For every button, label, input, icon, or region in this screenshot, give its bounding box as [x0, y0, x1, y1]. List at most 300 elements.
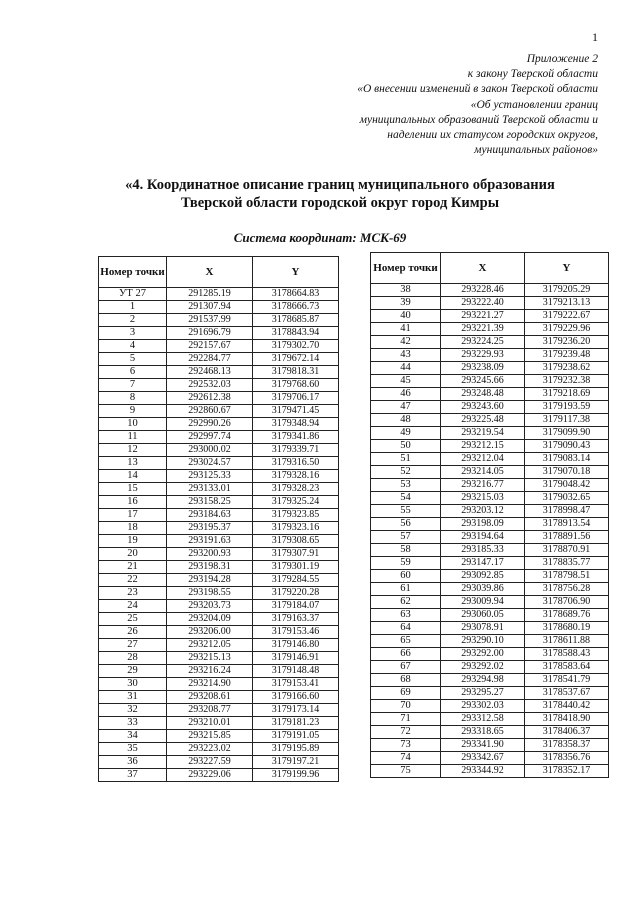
cell-y: 3178685.87 — [253, 314, 339, 327]
table-row — [99, 314, 339, 327]
cell-y: 3179328.16 — [253, 470, 339, 483]
cell-y: 3179083.14 — [525, 453, 609, 466]
cell-x: 293195.37 — [167, 522, 253, 535]
table-row — [99, 496, 339, 509]
cell-point-number: 49 — [371, 427, 441, 440]
cell-point-number: 74 — [371, 752, 441, 765]
cell-y: 3179325.24 — [253, 496, 339, 509]
cell-x: 293342.67 — [441, 752, 525, 765]
header-x: X — [167, 257, 253, 288]
cell-x: 293215.13 — [167, 652, 253, 665]
cell-x: 293203.12 — [441, 505, 525, 518]
cell-y: 3179146.91 — [253, 652, 339, 665]
cell-y: 3179173.14 — [253, 704, 339, 717]
table-row — [99, 548, 339, 561]
table-row — [371, 700, 609, 713]
cell-point-number: 16 — [99, 496, 167, 509]
cell-x: 293039.86 — [441, 583, 525, 596]
table-row — [371, 492, 609, 505]
cell-point-number: 64 — [371, 622, 441, 635]
table-row — [99, 457, 339, 470]
cell-point-number: 55 — [371, 505, 441, 518]
cell-y: 3179153.46 — [253, 626, 339, 639]
table-row — [99, 678, 339, 691]
table-row — [371, 375, 609, 388]
table-row — [99, 561, 339, 574]
cell-x: 292157.67 — [167, 340, 253, 353]
cell-x: 293194.28 — [167, 574, 253, 587]
cell-y: 3179191.05 — [253, 730, 339, 743]
cell-point-number: 23 — [99, 587, 167, 600]
cell-y: 3179348.94 — [253, 418, 339, 431]
cell-y: 3179341.86 — [253, 431, 339, 444]
cell-y: 3178352.17 — [525, 765, 609, 778]
appendix-line: наделении их статусом городских округов, — [387, 129, 598, 142]
cell-point-number: 75 — [371, 765, 441, 778]
table-row — [99, 522, 339, 535]
cell-x: 293295.27 — [441, 687, 525, 700]
cell-x: 293216.24 — [167, 665, 253, 678]
cell-y: 3178756.28 — [525, 583, 609, 596]
cell-x: 291307.94 — [167, 301, 253, 314]
cell-x: 293243.60 — [441, 401, 525, 414]
table-row — [99, 704, 339, 717]
table-row — [99, 366, 339, 379]
cell-y: 3179323.85 — [253, 509, 339, 522]
cell-point-number: 27 — [99, 639, 167, 652]
cell-point-number: 67 — [371, 661, 441, 674]
cell-x: 293302.03 — [441, 700, 525, 713]
cell-point-number: 68 — [371, 674, 441, 687]
table-row — [371, 284, 609, 297]
cell-y: 3179307.91 — [253, 548, 339, 561]
cell-y: 3179328.23 — [253, 483, 339, 496]
cell-y: 3178891.56 — [525, 531, 609, 544]
cell-x: 293208.61 — [167, 691, 253, 704]
table-row — [99, 730, 339, 743]
table-row — [99, 665, 339, 678]
cell-y: 3179316.50 — [253, 457, 339, 470]
cell-point-number: 70 — [371, 700, 441, 713]
cell-x: 293206.00 — [167, 626, 253, 639]
coordinates-table-right — [370, 252, 609, 778]
cell-point-number: 8 — [99, 392, 167, 405]
cell-point-number: 71 — [371, 713, 441, 726]
cell-point-number: 38 — [371, 284, 441, 297]
table-row — [99, 756, 339, 769]
cell-point-number: УТ 27 — [99, 288, 167, 301]
cell-y: 3178689.76 — [525, 609, 609, 622]
cell-y: 3179229.96 — [525, 323, 609, 336]
cell-x: 292284.77 — [167, 353, 253, 366]
cell-point-number: 39 — [371, 297, 441, 310]
cell-x: 293210.01 — [167, 717, 253, 730]
table-header-row — [371, 253, 609, 284]
table-row — [371, 479, 609, 492]
cell-x: 293125.33 — [167, 470, 253, 483]
cell-y: 3179153.41 — [253, 678, 339, 691]
cell-x: 293214.05 — [441, 466, 525, 479]
table-row — [371, 739, 609, 752]
table-row — [371, 752, 609, 765]
cell-point-number: 65 — [371, 635, 441, 648]
cell-y: 3179218.69 — [525, 388, 609, 401]
cell-point-number: 33 — [99, 717, 167, 730]
table-row — [371, 726, 609, 739]
cell-point-number: 73 — [371, 739, 441, 752]
cell-x: 292468.13 — [167, 366, 253, 379]
appendix-line: «О внесении изменений в закон Тверской области — [357, 83, 598, 96]
cell-x: 292612.38 — [167, 392, 253, 405]
cell-point-number: 42 — [371, 336, 441, 349]
cell-x: 293200.93 — [167, 548, 253, 561]
cell-y: 3179070.18 — [525, 466, 609, 479]
cell-point-number: 7 — [99, 379, 167, 392]
cell-y: 3179238.62 — [525, 362, 609, 375]
cell-point-number: 24 — [99, 600, 167, 613]
document-title — [80, 176, 600, 212]
cell-y: 3179213.13 — [525, 297, 609, 310]
cell-x: 293204.09 — [167, 613, 253, 626]
cell-x: 292860.67 — [167, 405, 253, 418]
coordinate-system-label: Система координат: МСК-69 — [233, 230, 407, 245]
cell-point-number: 60 — [371, 570, 441, 583]
table-row — [99, 769, 339, 782]
cell-x: 293198.31 — [167, 561, 253, 574]
cell-point-number: 4 — [99, 340, 167, 353]
table-row — [371, 427, 609, 440]
cell-point-number: 48 — [371, 414, 441, 427]
cell-y: 3179471.45 — [253, 405, 339, 418]
cell-point-number: 61 — [371, 583, 441, 596]
cell-y: 3179197.21 — [253, 756, 339, 769]
cell-y: 3179205.29 — [525, 284, 609, 297]
cell-x: 291696.79 — [167, 327, 253, 340]
cell-y: 3179222.67 — [525, 310, 609, 323]
cell-y: 3178913.54 — [525, 518, 609, 531]
page-number: 1 — [592, 30, 598, 44]
table-row — [371, 388, 609, 401]
cell-x: 293000.02 — [167, 444, 253, 457]
appendix-line: муниципальных образований Тверской области и — [359, 113, 598, 126]
cell-y: 3178583.64 — [525, 661, 609, 674]
cell-y: 3178418.90 — [525, 713, 609, 726]
table-row — [99, 587, 339, 600]
cell-x: 293212.05 — [167, 639, 253, 652]
cell-y: 3179768.60 — [253, 379, 339, 392]
cell-y: 3179032.65 — [525, 492, 609, 505]
cell-point-number: 2 — [99, 314, 167, 327]
table-row — [371, 518, 609, 531]
cell-y: 3179818.31 — [253, 366, 339, 379]
cell-x: 293221.27 — [441, 310, 525, 323]
cell-point-number: 6 — [99, 366, 167, 379]
cell-point-number: 5 — [99, 353, 167, 366]
header-y: Y — [525, 253, 609, 284]
cell-y: 3178843.94 — [253, 327, 339, 340]
cell-x: 293203.73 — [167, 600, 253, 613]
table-row — [371, 362, 609, 375]
cell-x: 293158.25 — [167, 496, 253, 509]
table-row — [371, 349, 609, 362]
table-row — [371, 596, 609, 609]
cell-x: 293344.92 — [441, 765, 525, 778]
table-row — [371, 323, 609, 336]
cell-y: 3179181.23 — [253, 717, 339, 730]
cell-x: 293147.17 — [441, 557, 525, 570]
table-row — [99, 535, 339, 548]
cell-y: 3179184.07 — [253, 600, 339, 613]
cell-y: 3179706.17 — [253, 392, 339, 405]
cell-point-number: 44 — [371, 362, 441, 375]
cell-point-number: 46 — [371, 388, 441, 401]
cell-point-number: 62 — [371, 596, 441, 609]
cell-y: 3178541.79 — [525, 674, 609, 687]
cell-x: 291285.19 — [167, 288, 253, 301]
header-x: X — [441, 253, 525, 284]
cell-x: 293238.09 — [441, 362, 525, 375]
cell-y: 3179232.38 — [525, 375, 609, 388]
table-row — [371, 414, 609, 427]
table-row — [99, 509, 339, 522]
table-row — [99, 353, 339, 366]
table-row — [99, 431, 339, 444]
cell-y: 3178664.83 — [253, 288, 339, 301]
cell-point-number: 9 — [99, 405, 167, 418]
table-row — [99, 340, 339, 353]
cell-point-number: 19 — [99, 535, 167, 548]
header-point-number: Номер точки — [371, 253, 441, 284]
table-row — [99, 743, 339, 756]
cell-y: 3179163.37 — [253, 613, 339, 626]
cell-point-number: 12 — [99, 444, 167, 457]
cell-point-number: 66 — [371, 648, 441, 661]
table-row — [371, 557, 609, 570]
cell-y: 3178440.42 — [525, 700, 609, 713]
cell-x: 293341.90 — [441, 739, 525, 752]
table-row — [371, 310, 609, 323]
cell-point-number: 28 — [99, 652, 167, 665]
cell-point-number: 15 — [99, 483, 167, 496]
cell-y: 3179148.48 — [253, 665, 339, 678]
table-row — [99, 379, 339, 392]
cell-y: 3178666.73 — [253, 301, 339, 314]
table-row — [99, 626, 339, 639]
table-row — [99, 717, 339, 730]
cell-point-number: 14 — [99, 470, 167, 483]
cell-point-number: 54 — [371, 492, 441, 505]
cell-x: 293312.58 — [441, 713, 525, 726]
cell-point-number: 22 — [99, 574, 167, 587]
cell-x: 293024.57 — [167, 457, 253, 470]
cell-x: 293185.33 — [441, 544, 525, 557]
cell-x: 293221.39 — [441, 323, 525, 336]
table-row — [99, 444, 339, 457]
cell-x: 293245.66 — [441, 375, 525, 388]
cell-point-number: 35 — [99, 743, 167, 756]
cell-y: 3179099.90 — [525, 427, 609, 440]
table-row — [99, 652, 339, 665]
cell-x: 293222.40 — [441, 297, 525, 310]
table-row — [99, 600, 339, 613]
cell-point-number: 29 — [99, 665, 167, 678]
cell-point-number: 43 — [371, 349, 441, 362]
cell-point-number: 32 — [99, 704, 167, 717]
cell-x: 293208.77 — [167, 704, 253, 717]
cell-point-number: 56 — [371, 518, 441, 531]
cell-point-number: 21 — [99, 561, 167, 574]
table-row — [371, 713, 609, 726]
cell-point-number: 11 — [99, 431, 167, 444]
cell-x: 293191.63 — [167, 535, 253, 548]
table-row — [371, 453, 609, 466]
cell-point-number: 20 — [99, 548, 167, 561]
cell-x: 293229.06 — [167, 769, 253, 782]
table-row — [371, 583, 609, 596]
table-row — [371, 531, 609, 544]
cell-x: 291537.99 — [167, 314, 253, 327]
table-row — [99, 392, 339, 405]
cell-y: 3179236.20 — [525, 336, 609, 349]
cell-y: 3179146.80 — [253, 639, 339, 652]
cell-y: 3179193.59 — [525, 401, 609, 414]
cell-point-number: 52 — [371, 466, 441, 479]
cell-y: 3179117.38 — [525, 414, 609, 427]
cell-point-number: 30 — [99, 678, 167, 691]
cell-y: 3178870.91 — [525, 544, 609, 557]
cell-point-number: 63 — [371, 609, 441, 622]
cell-x: 293198.55 — [167, 587, 253, 600]
cell-x: 293216.77 — [441, 479, 525, 492]
cell-point-number: 34 — [99, 730, 167, 743]
cell-x: 293198.09 — [441, 518, 525, 531]
table-row — [99, 470, 339, 483]
cell-point-number: 3 — [99, 327, 167, 340]
cell-x: 293292.02 — [441, 661, 525, 674]
table-row — [371, 401, 609, 414]
cell-y: 3179672.14 — [253, 353, 339, 366]
cell-x: 293215.03 — [441, 492, 525, 505]
cell-y: 3178358.37 — [525, 739, 609, 752]
table-row — [371, 466, 609, 479]
cell-point-number: 25 — [99, 613, 167, 626]
cell-x: 293225.48 — [441, 414, 525, 427]
table-row — [99, 613, 339, 626]
header-point-number: Номер точки — [99, 257, 167, 288]
cell-y: 3178680.19 — [525, 622, 609, 635]
cell-x: 292997.74 — [167, 431, 253, 444]
cell-point-number: 41 — [371, 323, 441, 336]
cell-y: 3178998.47 — [525, 505, 609, 518]
cell-y: 3178588.43 — [525, 648, 609, 661]
title-line-1: «4. Координатное описание границ муниципального образования — [125, 177, 555, 193]
cell-point-number: 47 — [371, 401, 441, 414]
table-row — [371, 505, 609, 518]
cell-x: 293060.05 — [441, 609, 525, 622]
cell-point-number: 13 — [99, 457, 167, 470]
cell-point-number: 57 — [371, 531, 441, 544]
table-row — [371, 440, 609, 453]
cell-x: 293214.90 — [167, 678, 253, 691]
appendix-line: к закону Тверской области — [467, 68, 598, 81]
cell-x: 292990.26 — [167, 418, 253, 431]
cell-x: 293212.04 — [441, 453, 525, 466]
cell-y: 3178835.77 — [525, 557, 609, 570]
cell-x: 293294.98 — [441, 674, 525, 687]
cell-x: 293212.15 — [441, 440, 525, 453]
cell-y: 3179090.43 — [525, 440, 609, 453]
cell-point-number: 17 — [99, 509, 167, 522]
table-row — [99, 483, 339, 496]
cell-point-number: 31 — [99, 691, 167, 704]
appendix-line: Приложение 2 — [526, 53, 598, 65]
cell-x: 293194.64 — [441, 531, 525, 544]
coordinates-table-left — [98, 256, 339, 782]
header-y: Y — [253, 257, 339, 288]
cell-y: 3178356.76 — [525, 752, 609, 765]
cell-y: 3179302.70 — [253, 340, 339, 353]
table-row — [371, 609, 609, 622]
table-row — [99, 405, 339, 418]
cell-x: 293184.63 — [167, 509, 253, 522]
cell-x: 293133.01 — [167, 483, 253, 496]
cell-x: 293092.85 — [441, 570, 525, 583]
cell-point-number: 50 — [371, 440, 441, 453]
table-row — [371, 687, 609, 700]
table-header-row — [99, 257, 339, 288]
cell-x: 293009.94 — [441, 596, 525, 609]
cell-x: 292532.03 — [167, 379, 253, 392]
cell-x: 293318.65 — [441, 726, 525, 739]
cell-y: 3179048.42 — [525, 479, 609, 492]
cell-y: 3179339.71 — [253, 444, 339, 457]
cell-y: 3179239.48 — [525, 349, 609, 362]
table-row — [99, 418, 339, 431]
cell-point-number: 53 — [371, 479, 441, 492]
table-row — [99, 639, 339, 652]
title-line-2: Тверской области городской округ город Кимры — [180, 195, 500, 211]
cell-point-number: 72 — [371, 726, 441, 739]
cell-x: 293223.02 — [167, 743, 253, 756]
cell-y: 3178611.88 — [525, 635, 609, 648]
cell-point-number: 51 — [371, 453, 441, 466]
table-row — [371, 648, 609, 661]
cell-point-number: 59 — [371, 557, 441, 570]
table-row — [371, 570, 609, 583]
table-row — [371, 297, 609, 310]
cell-point-number: 10 — [99, 418, 167, 431]
appendix-line: муниципальных районов» — [474, 144, 598, 157]
cell-point-number: 1 — [99, 301, 167, 314]
cell-y: 3179166.60 — [253, 691, 339, 704]
cell-x: 293290.10 — [441, 635, 525, 648]
cell-point-number: 37 — [99, 769, 167, 782]
cell-x: 293292.00 — [441, 648, 525, 661]
cell-y: 3179323.16 — [253, 522, 339, 535]
table-row — [99, 327, 339, 340]
cell-x: 293078.91 — [441, 622, 525, 635]
cell-y: 3178798.51 — [525, 570, 609, 583]
cell-y: 3179199.96 — [253, 769, 339, 782]
table-row — [99, 691, 339, 704]
table-row — [371, 622, 609, 635]
table-row — [371, 765, 609, 778]
cell-x: 293219.54 — [441, 427, 525, 440]
cell-x: 293248.48 — [441, 388, 525, 401]
cell-y: 3178706.90 — [525, 596, 609, 609]
cell-point-number: 45 — [371, 375, 441, 388]
table-row — [371, 661, 609, 674]
